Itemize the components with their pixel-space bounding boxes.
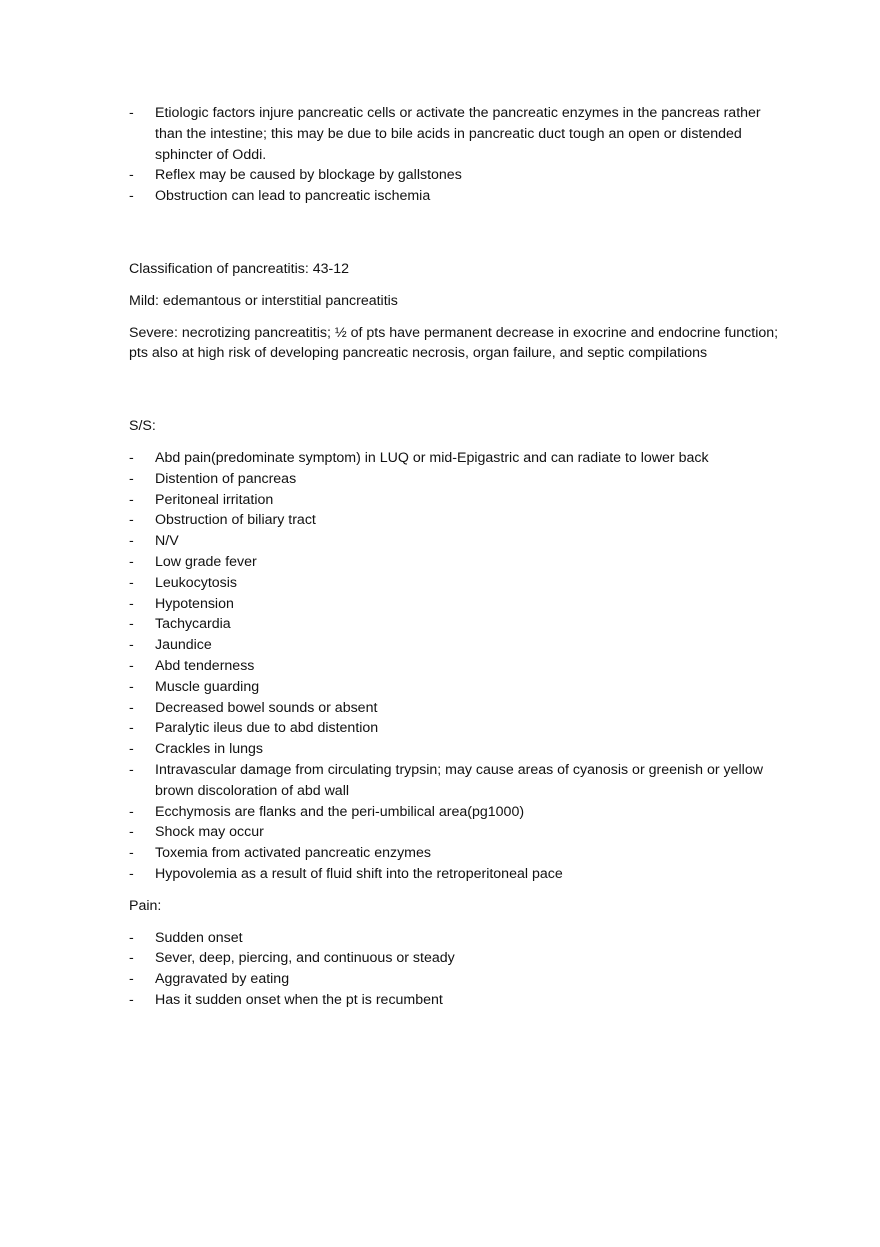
bullet-marker: - xyxy=(129,699,134,716)
bullet-marker: - xyxy=(129,929,134,946)
list-item xyxy=(129,677,779,698)
list-item xyxy=(129,739,779,760)
bullet-marker: - xyxy=(129,741,134,758)
list-item-text: Peritoneal irritation xyxy=(155,491,274,508)
list-item xyxy=(129,864,779,885)
bullet-marker: - xyxy=(129,491,134,508)
list-item-text: N/V xyxy=(155,533,179,550)
list-item-text: Aggravated by eating xyxy=(155,971,290,988)
list-item xyxy=(129,448,779,469)
list-item xyxy=(129,531,779,552)
bullet-marker: - xyxy=(129,470,134,487)
list-item xyxy=(129,760,779,802)
list-item-text: Ecchymosis are flanks and the peri-umbilical area(pg1000) xyxy=(155,803,525,820)
list-item xyxy=(129,165,779,186)
list-item-text: Paralytic ileus due to abd distention xyxy=(155,720,379,737)
list-item-text: Leukocytosis xyxy=(155,574,238,591)
list-item-text: Sever, deep, piercing, and continuous or steady xyxy=(155,950,455,967)
list-item xyxy=(129,573,779,594)
list-item xyxy=(129,843,779,864)
list-item xyxy=(129,928,779,949)
list-item xyxy=(129,103,779,165)
bullet-marker: - xyxy=(129,865,134,882)
list-item-text: Obstruction can lead to pancreatic ischemia xyxy=(155,188,431,205)
ss-bullet-list xyxy=(129,448,779,885)
list-item xyxy=(129,718,779,739)
list-item xyxy=(129,614,779,635)
classification-mild: Mild: edemantous or interstitial pancreatitis xyxy=(129,292,398,309)
list-item-text: Muscle guarding xyxy=(155,678,260,695)
list-item-text: Hypovolemia as a result of fluid shift into the retroperitoneal pace xyxy=(155,865,563,882)
bullet-marker: - xyxy=(129,637,134,654)
bullet-marker: - xyxy=(129,595,134,612)
bullet-marker: - xyxy=(129,533,134,550)
bullet-marker: - xyxy=(129,991,134,1008)
list-item xyxy=(129,698,779,719)
bullet-marker: - xyxy=(129,950,134,967)
list-item xyxy=(129,186,779,207)
bullet-marker: - xyxy=(129,657,134,674)
list-item-text: Decreased bowel sounds or absent xyxy=(155,699,378,716)
list-item-text: Tachycardia xyxy=(155,616,231,633)
bullet-marker: - xyxy=(129,105,134,121)
list-item-text: Sudden onset xyxy=(155,929,243,946)
bullet-marker: - xyxy=(129,971,134,988)
list-item xyxy=(129,490,779,511)
list-item-text: Distention of pancreas xyxy=(155,470,297,487)
list-item xyxy=(129,510,779,531)
classification-severe: Severe: necrotizing pancreatitis; ½ of pts have permanent decrease in exocrine and endocrine function; pts also at high risk of developing pancreatic necrosis, organ failure, and septic compilations xyxy=(129,324,779,362)
classification-heading: Classification of pancreatitis: 43-12 xyxy=(129,260,350,277)
list-item-text: Abd tenderness xyxy=(155,657,255,674)
list-item-text: Jaundice xyxy=(155,637,212,654)
list-item-text: Shock may occur xyxy=(155,824,264,841)
list-item-text: Intravascular damage from circulating trypsin; may cause areas of cyanosis or greenish or yellow brown discoloration of abd wall xyxy=(155,761,763,799)
list-item xyxy=(129,969,779,990)
list-item-text: Has it sudden onset when the pt is recumbent xyxy=(155,991,443,1008)
bullet-marker: - xyxy=(129,512,134,529)
list-item xyxy=(129,656,779,677)
bullet-marker: - xyxy=(129,824,134,841)
list-item-text: Hypotension xyxy=(155,595,234,612)
list-item-text: Low grade fever xyxy=(155,553,257,570)
list-item xyxy=(129,552,779,573)
bullet-marker: - xyxy=(129,761,134,778)
list-item-text: Obstruction of biliary tract xyxy=(155,512,316,529)
bullet-marker: - xyxy=(129,188,134,205)
list-item-text: Crackles in lungs xyxy=(155,741,264,758)
list-item xyxy=(129,948,779,969)
list-item-text: Reflex may be caused by blockage by gallstones xyxy=(155,167,462,184)
list-item xyxy=(129,802,779,823)
ss-heading: S/S: xyxy=(129,418,156,435)
intro-bullet-list xyxy=(129,103,779,207)
pain-bullet-list xyxy=(129,928,779,1011)
document-page xyxy=(129,103,779,1011)
list-item-text: Etiologic factors injure pancreatic cells or activate the pancreatic enzymes in the pancreas rather than the intestine; this may be due to bile acids in pancreatic duct tough an open or distended sphincter of Oddi. xyxy=(155,105,761,163)
bullet-marker: - xyxy=(129,803,134,820)
bullet-marker: - xyxy=(129,678,134,695)
bullet-marker: - xyxy=(129,720,134,737)
list-item-text: Abd pain(predominate symptom) in LUQ or mid-Epigastric and can radiate to lower back xyxy=(155,449,709,466)
bullet-marker: - xyxy=(129,616,134,633)
list-item xyxy=(129,990,779,1011)
bullet-marker: - xyxy=(129,449,134,466)
bullet-marker: - xyxy=(129,167,134,184)
bullet-marker: - xyxy=(129,845,134,862)
pain-heading: Pain: xyxy=(129,897,162,914)
bullet-marker: - xyxy=(129,553,134,570)
list-item xyxy=(129,594,779,615)
list-item xyxy=(129,635,779,656)
bullet-marker: - xyxy=(129,574,134,591)
list-item xyxy=(129,469,779,490)
list-item xyxy=(129,822,779,843)
list-item-text: Toxemia from activated pancreatic enzymes xyxy=(155,845,431,862)
